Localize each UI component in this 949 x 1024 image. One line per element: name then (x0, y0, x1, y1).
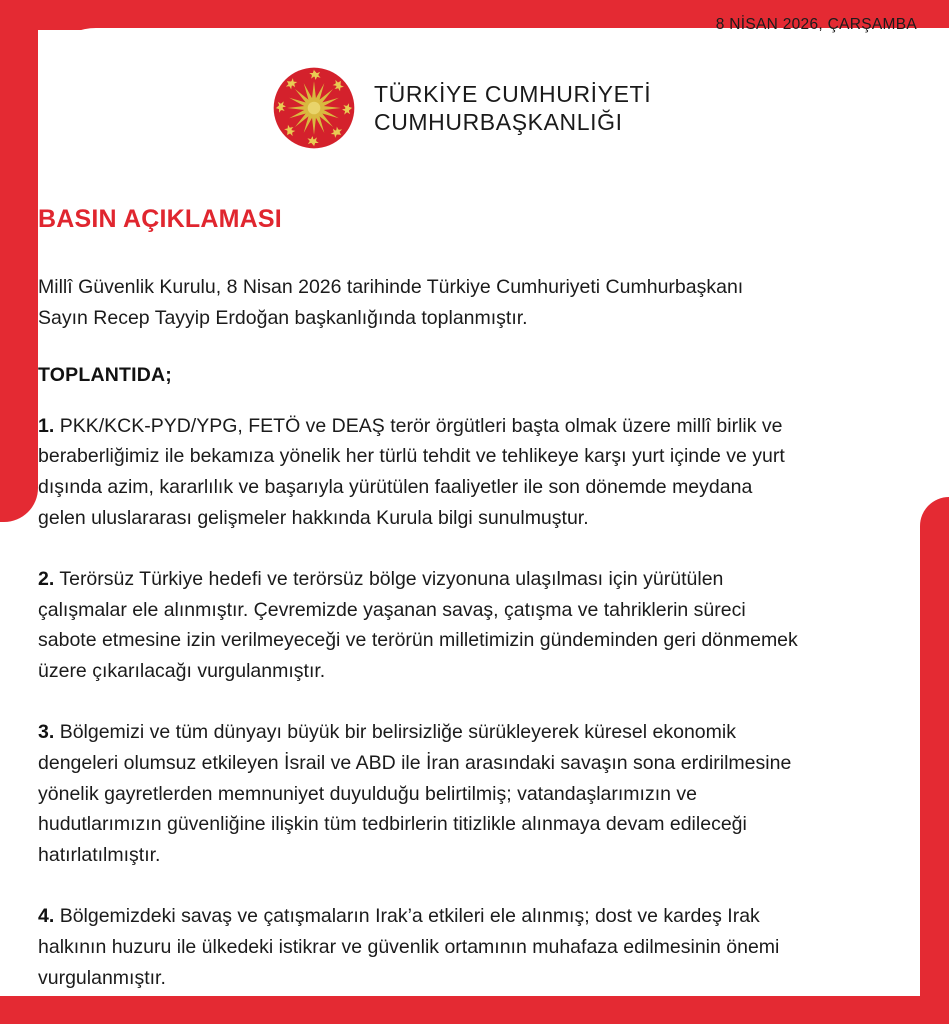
presidency-logo-text (374, 80, 651, 136)
item-number: 2. (38, 567, 55, 590)
intro-paragraph: Millî Güvenlik Kurulu, 8 Nisan 2026 tarihinde Türkiye Cumhuriyeti Cumhurbaşkanı Sayın Recep Tayyip Erdoğan başkanlığında toplanmıştır. (38, 276, 744, 329)
left-red-band-cap (0, 0, 120, 30)
item-number: 1. (38, 414, 55, 437)
turkish-presidency-seal-icon (272, 66, 356, 150)
item-text: Bölgemizi ve tüm dünyayı büyük bir belirsizliğe sürükleyerek küresel ekonomik dengeleri olumsuz etkileyen İsrail ve ABD ile İran arasındaki savaşın sona erdirilmesine yönelik gayretlerden memnuniyet duyulduğu belirtilmiş; vatandaşlarımızın ve hudutlarımızın güvenliğine ilişkin tüm tedbirlerin titizlikle alınmaya devam edileceği hatırlatılmıştır. (38, 720, 792, 867)
page-title: BASIN AÇIKLAMASI (38, 205, 282, 233)
document-body (38, 205, 798, 1023)
date-row (716, 16, 917, 34)
section-subheading: TOPLANTIDA; (38, 363, 172, 386)
left-red-band (0, 0, 38, 522)
presidency-logo-lockup (272, 66, 651, 150)
logo-line-2: CUMHURBAŞKANLIĞI (374, 109, 623, 135)
right-red-band (920, 497, 949, 1000)
list-item (38, 717, 798, 871)
item-text: Terörsüz Türkiye hedefi ve terörsüz bölge vizyonuna ulaşılması için yürütülen çalışmalar ele alınmıştır. Çevremizde yaşanan savaş, çatışma ve tahriklerin süreci sabote etmesine izin verilmeyeceği ve terörün milletimizin gündeminden geri dönmemek üzere çıkarılacağı vurgulanmıştır. (38, 567, 798, 683)
logo-line-1: TÜRKİYE CUMHURİYETİ (374, 80, 652, 107)
document-date: 8 NİSAN 2026, ÇARŞAMBA (715, 16, 917, 33)
list-item (38, 564, 798, 687)
item-number: 3. (38, 720, 55, 743)
item-text: Bölgemizdeki savaş ve çatışmaların Irak’a etkileri ele alınmış; dost ve kardeş Irak halkının huzuru ile ülkedeki istikrar ve güvenlik ortamının muhafaza edilmesinin önemi vurgulanmıştır. (38, 904, 780, 989)
list-item (38, 411, 798, 534)
item-number: 4. (38, 904, 55, 927)
list-item (38, 901, 798, 993)
item-text: PKK/KCK-PYD/YPG, FETÖ ve DEAŞ terör örgütleri başta olmak üzere millî birlik ve beraberliğimiz ile bekamıza yönelik her türlü tehdit ve tehlikeye karşı yurt içinde ve yurt dışında azim, kararlılık ve başarıyla yürütülen faaliyetler ile son dönemde meydana gelen uluslararası gelişmeler hakkında Kurula bilgi sunulmuştur. (38, 414, 785, 529)
